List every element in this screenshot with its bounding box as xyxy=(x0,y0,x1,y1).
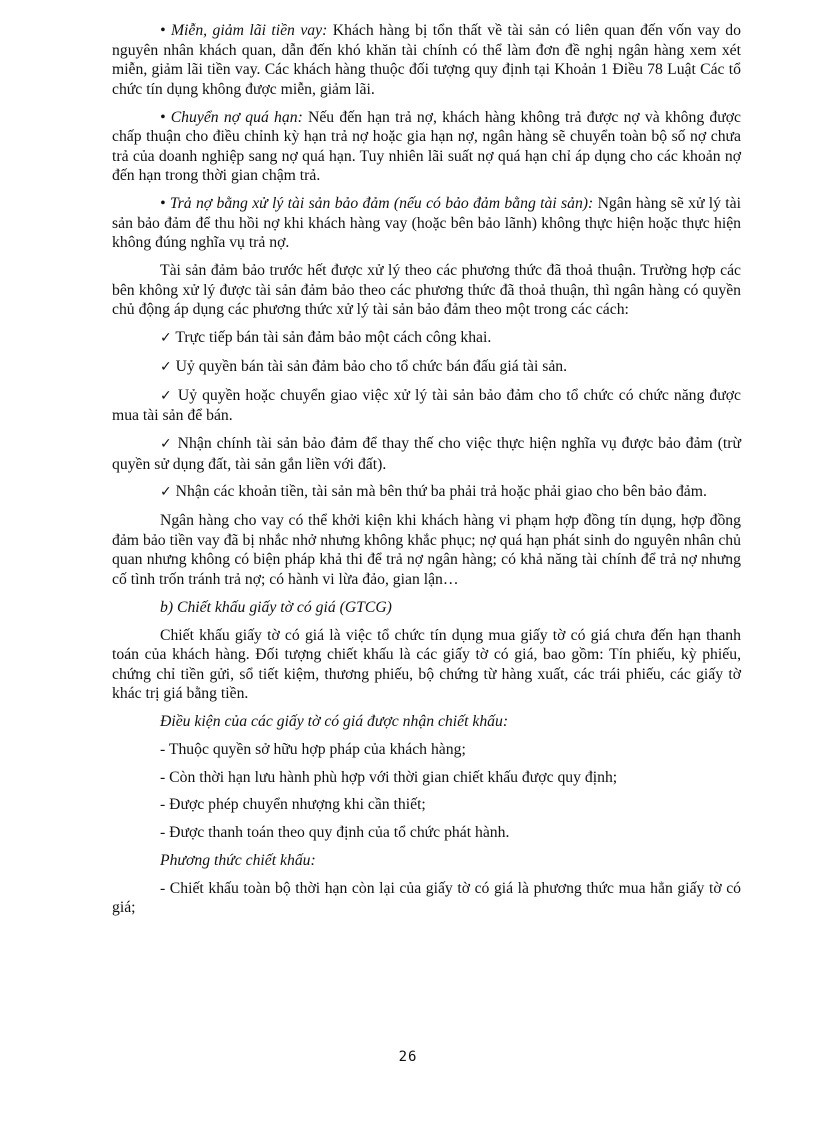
check-item-text: Trực tiếp bán tài sản đảm bảo một cách công khai. xyxy=(171,329,492,347)
paragraph-text: Ngân hàng sẽ xử lý tài sản bảo đảm để thu hồi nợ khi khách hàng vay (hoặc bên bảo lãnh) không thực hiện hoặc thực hiện không đúng nghĩa vụ trả nợ. xyxy=(112,195,741,252)
check-item-text: Nhận chính tài sản bảo đảm để thay thế cho việc thực hiện nghĩa vụ được bảo đảm (trừ quyền sử dụng đất, tài sản gắn liền với đất). xyxy=(112,435,742,473)
check-mark-icon: ✓ xyxy=(160,484,172,501)
check-mark-icon: ✓ xyxy=(160,358,172,375)
page-body xyxy=(112,21,741,926)
paragraph-lawsuit: Ngân hàng cho vay có thể khởi kiện khi khách hàng vi phạm hợp đồng tín dụng, hợp đồng đảm bảo tiền vay đã bị nhắc nhở nhưng không khắc phục; nợ quá hạn phát sinh do nguyên nhân chủ quan nhưng không có biện pháp khả thi để trả nợ ngân hàng; có khả năng tài chính để trả nợ nhưng cố tình trốn tránh trả nợ; có hành vi lừa đảo, gian lận… xyxy=(112,512,741,588)
paragraph-lead-italic: • Miễn, giảm lãi tiền vay: xyxy=(160,22,328,39)
check-item-text: Nhận các khoản tiền, tài sản mà bên thứ ba phải trả hoặc phải giao cho bên bảo đảm. xyxy=(171,483,707,501)
subheading-text: Phương thức chiết khấu: xyxy=(160,851,316,869)
check-item-transfer-handling xyxy=(112,386,741,426)
paragraph-discount-definition: Chiết khấu giấy tờ có giá là việc tổ chức tín dụng mua giấy tờ có giá chưa đến hạn thanh toán của khách hàng. Đối tượng chiết khấu là các giấy tờ có giá, bao gồm: Tín phiếu, kỳ phiếu, chứng chỉ tiền gửi, sổ tiết kiệm, thương phiếu, bộ chứng từ hàng xuất, các trái phiếu, các giấy tờ khác trị giá bằng tiền. xyxy=(112,626,741,703)
check-item-accept-collateral xyxy=(112,434,741,474)
check-item-text: Uỷ quyền bán tài sản đảm bảo cho tổ chức bán đấu giá tài sản. xyxy=(171,357,568,375)
paragraph-overdue-transfer xyxy=(112,108,741,186)
check-mark-icon: ✓ xyxy=(160,387,173,404)
subheading-text: Điều kiện của các giấy tờ có giá được nhận chiết khấu: xyxy=(160,713,509,731)
paragraph-lead-italic: • Trả nợ bằng xử lý tài sản bảo đảm (nếu có bảo đảm bằng tài sản): xyxy=(160,195,594,213)
paragraph-lead-italic: • Chuyển nợ quá hạn: xyxy=(160,108,303,126)
paragraph-collateral-repayment xyxy=(112,194,741,253)
paragraph-collateral-handling: Tài sản đảm bảo trước hết được xử lý theo các phương thức đã thoả thuận. Trường hợp các bên không xử lý được tài sản đảm bảo theo các phương thức đã thoả thuận, thì ngân hàng có quyền chủ động áp dụng các phương thức xử lý tài sản bảo đảm theo một trong các cách: xyxy=(112,262,741,319)
list-item-full-discount: - Chiết khấu toàn bộ thời hạn còn lại của giấy tờ có giá là phương thức mua hẳn giấy tờ có giá; xyxy=(112,879,741,917)
list-item-transferable: - Được phép chuyển nhượng khi cần thiết; xyxy=(160,796,426,814)
check-item-direct-sale xyxy=(112,328,741,349)
paragraph-text: Nếu đến hạn trả nợ, khách hàng không trả được nợ và không được chấp thuận cho điều chỉnh kỳ hạn trả nợ hoặc gia hạn nợ, ngân hàng sẽ chuyển toàn bộ số nợ chưa trả của doanh nghiệp sang nợ quá hạn. Tuy nhiên lãi suất nợ quá hạn chỉ áp dụng cho các khoản nợ đến hạn trong thời gian chậm trả. xyxy=(112,108,741,185)
list-item-validity: - Còn thời hạn lưu hành phù hợp với thời gian chiết khấu được quy định; xyxy=(160,768,618,786)
check-item-third-party xyxy=(112,482,741,503)
section-heading-text: b) Chiết khấu giấy tờ có giá (GTCG) xyxy=(160,598,392,616)
paragraph-interest-reduction xyxy=(112,21,741,99)
page-number: 26 xyxy=(398,1049,418,1065)
section-heading-discount xyxy=(112,598,741,618)
check-mark-icon: ✓ xyxy=(160,436,173,452)
list-item-payable: - Được thanh toán theo quy định của tổ chức phát hành. xyxy=(160,824,510,842)
check-item-auction xyxy=(112,357,741,378)
check-mark-icon: ✓ xyxy=(160,330,172,347)
subheading-conditions xyxy=(112,712,741,732)
check-item-text: Uỷ quyền hoặc chuyển giao việc xử lý tài sản bảo đảm cho tổ chức có chức năng được mua tài sản để bán. xyxy=(112,386,741,425)
list-item-ownership: - Thuộc quyền sở hữu hợp pháp của khách hàng; xyxy=(160,740,466,758)
paragraph-text: Khách hàng bị tổn thất về tài sản có liên quan đến vốn vay do nguyên nhân khách quan, dẫn đến khó khăn tài chính có thể làm đơn đề nghị ngân hàng xem xét miễn, giảm lãi tiền vay. Các khách hàng thuộc đối tượng quy định tại Khoản 1 Điều 78 Luật Các tổ chức tín dụng không được miễn, giảm lãi. xyxy=(112,22,741,98)
subheading-methods xyxy=(112,851,741,871)
